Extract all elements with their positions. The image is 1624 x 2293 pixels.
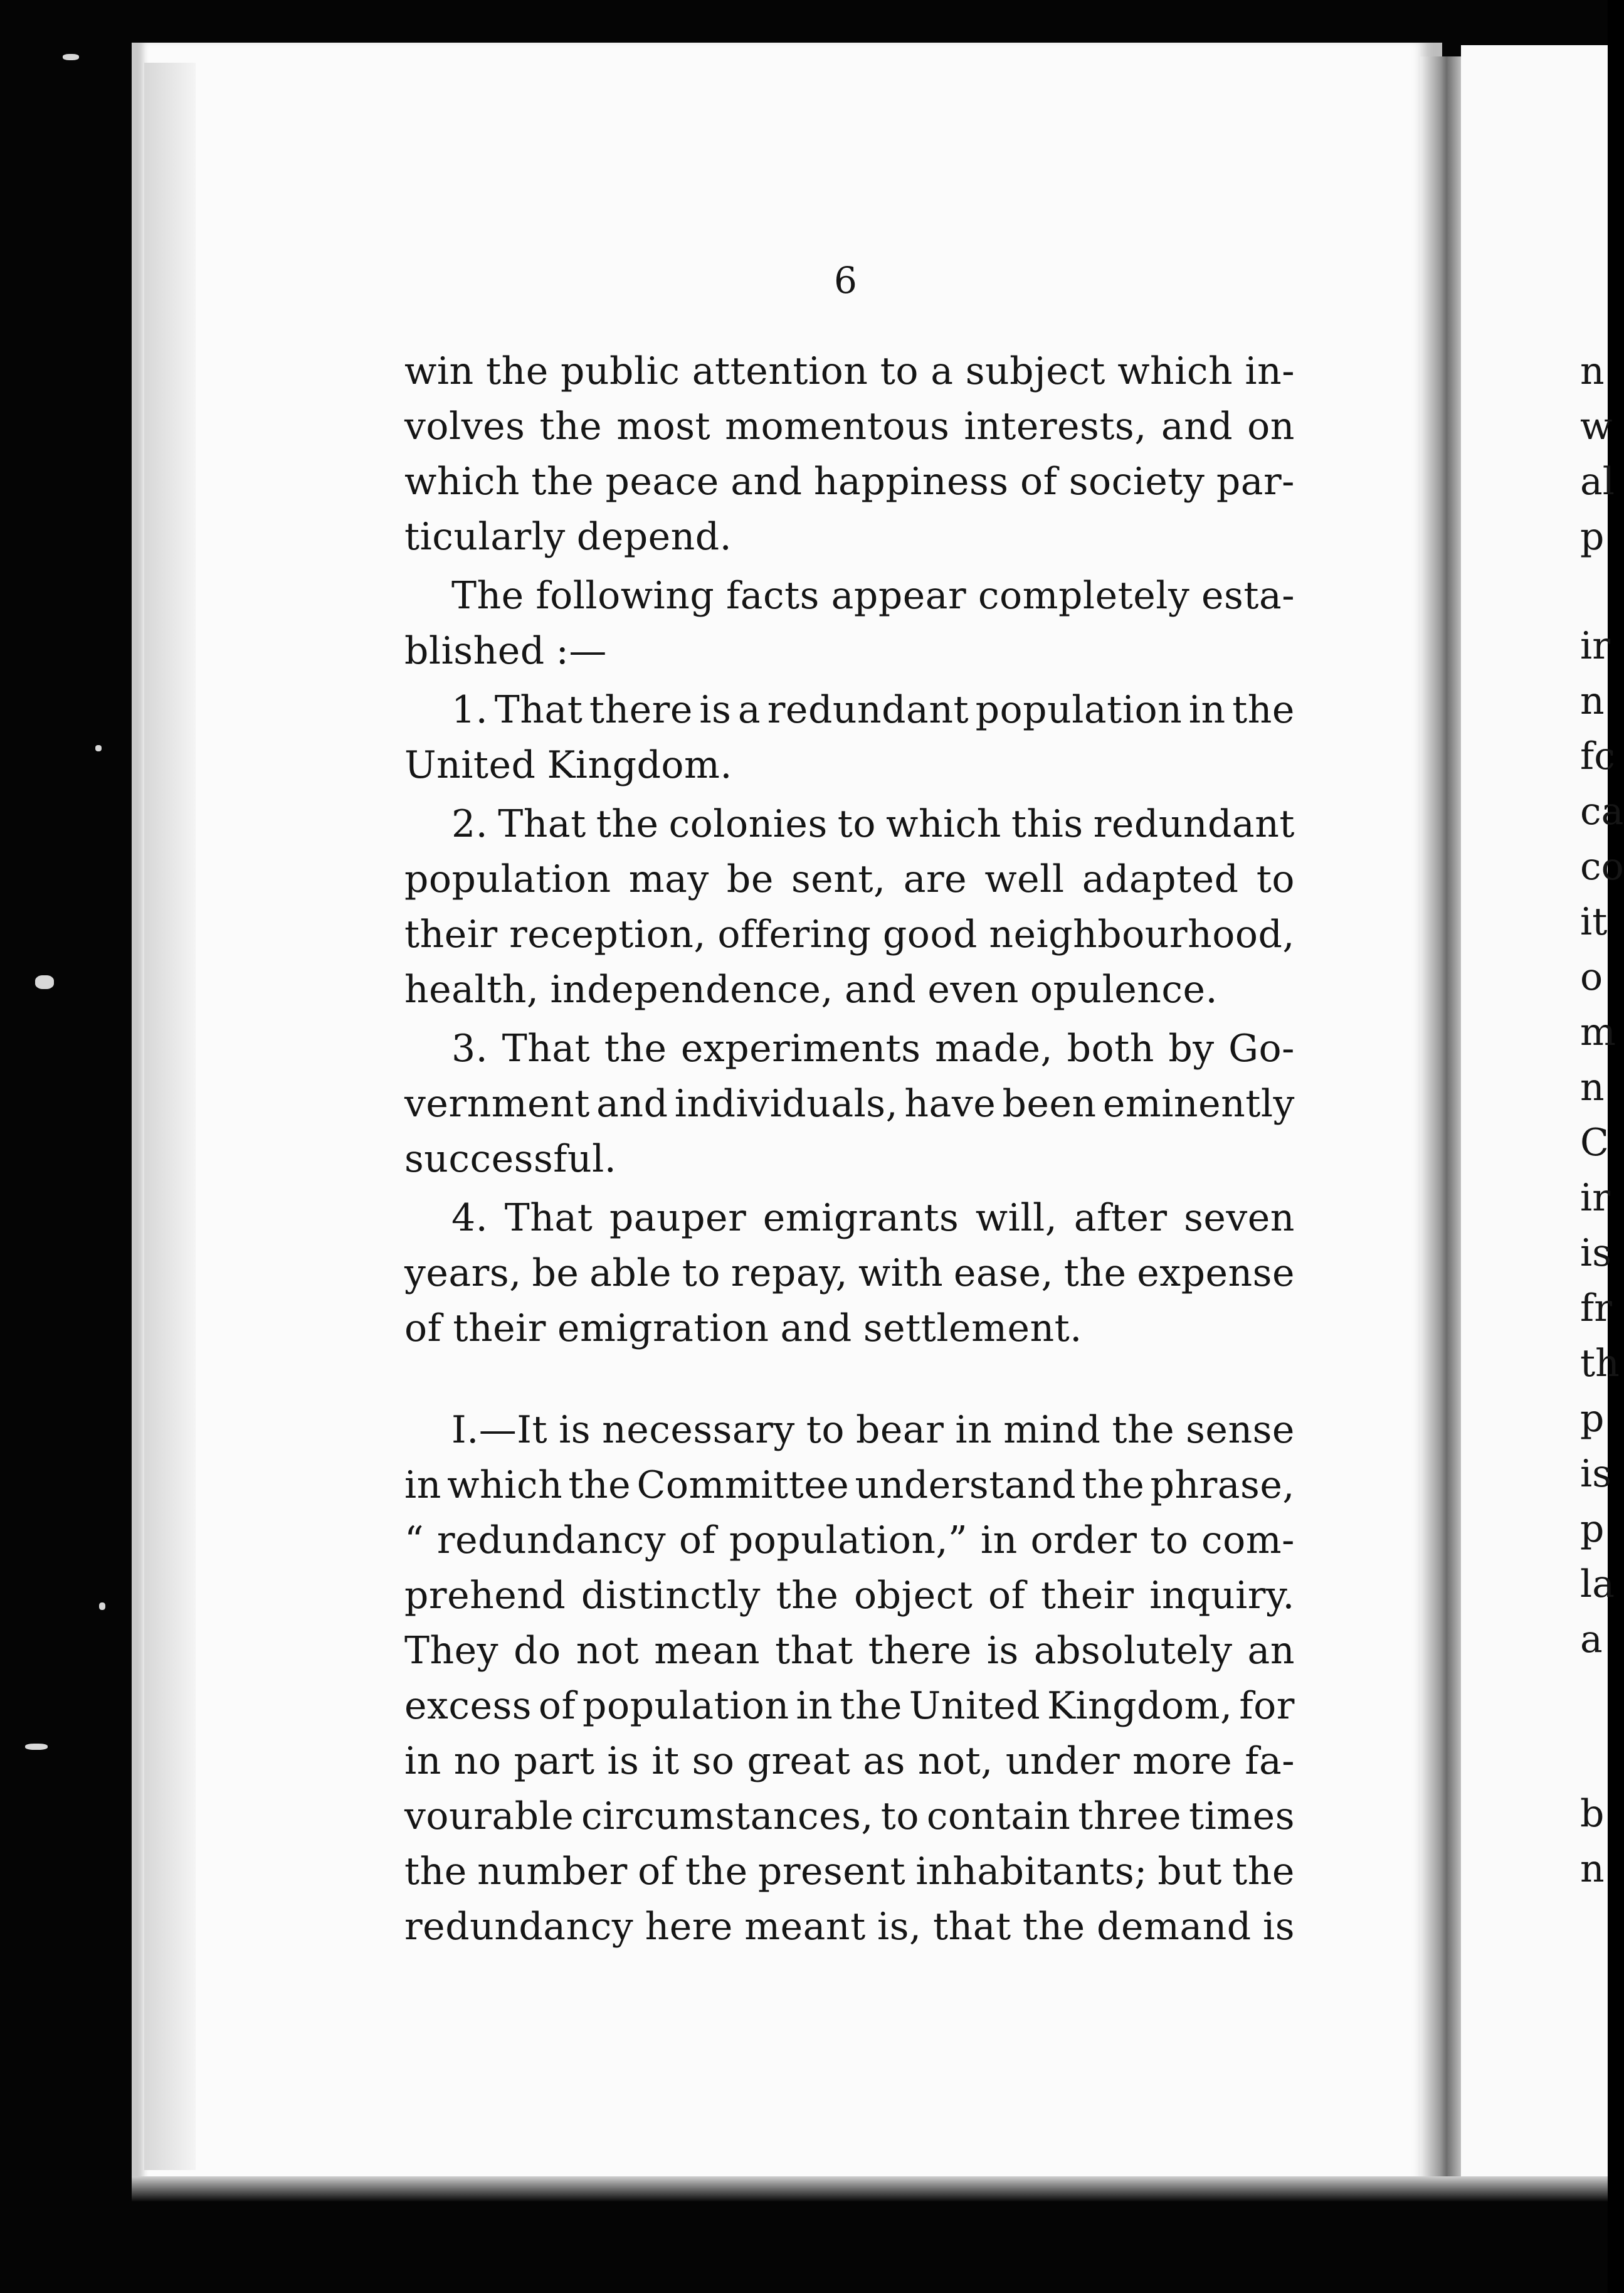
text-line: successful. [404, 1137, 617, 1181]
paragraph-gap [404, 1356, 1295, 1402]
text-line: which the peace and happiness of society par- [404, 460, 1295, 504]
scan-speck [25, 1744, 48, 1750]
body-text [404, 344, 1295, 1954]
right-page-fragment: m [1580, 1010, 1616, 1054]
page-bottom-shadow [132, 2176, 1608, 2201]
right-page-fragment: C [1580, 1121, 1609, 1165]
text-line: ticularly depend. [404, 515, 732, 559]
text-line: population may be sent, are well adapted to [404, 857, 1295, 901]
text-line: vernment and individuals, have been eminently [404, 1082, 1295, 1126]
text-line: prehend distinctly the object of their inquiry. [404, 1574, 1295, 1618]
book-gutter [1420, 56, 1464, 2201]
right-page-fragment: al [1580, 460, 1615, 504]
text-line: blished :— [404, 629, 607, 673]
scan-speck [99, 1602, 105, 1610]
right-page-fragment: p [1580, 1397, 1605, 1441]
right-page-fragment: w [1580, 405, 1613, 448]
right-page-fragment: it [1580, 900, 1608, 944]
right-page-fragment: o [1580, 955, 1603, 999]
right-page-fragment: b [1580, 1792, 1605, 1836]
text-line: “ redundancy of population,” in order to com- [404, 1518, 1295, 1562]
text-line: in no part is it so great as not, under more fa- [404, 1739, 1295, 1783]
text-line: the number of the present inhabitants; but the [404, 1850, 1295, 1893]
text-line: in which the Committee understand the phrase, [404, 1463, 1295, 1507]
right-page-fragment: a [1580, 1618, 1603, 1661]
right-page-fragment: co [1580, 845, 1624, 889]
right-page-fragment: fr [1580, 1286, 1612, 1330]
right-page-fragment: n [1580, 679, 1605, 723]
right-page-fragment: is [1580, 1231, 1611, 1275]
right-page-fragment: n [1580, 349, 1605, 393]
right-page-fragment: la [1580, 1562, 1615, 1606]
text-line: years, be able to repay, with ease, the expense [404, 1251, 1295, 1295]
right-page-fragments [1580, 344, 1624, 1897]
right-page-fragment: p [1580, 515, 1605, 559]
right-page-fragment: p [1580, 1507, 1605, 1551]
right-page-fragment: ir [1580, 1176, 1610, 1220]
right-page-fragment: ca [1580, 790, 1624, 834]
text-line: 2. That the colonies to which this redundant [451, 802, 1295, 846]
text-line: 4. That pauper emigrants will, after seven [451, 1196, 1295, 1240]
right-page-fragment: fc [1580, 734, 1615, 778]
scan-speck [63, 54, 79, 60]
text-line: They do not mean that there is absolutely an [404, 1629, 1295, 1673]
right-page-fragment: n [1580, 1066, 1605, 1109]
text-line: their reception, offering good neighbourhood, [404, 913, 1295, 956]
right-page-fragment: is [1580, 1452, 1611, 1496]
text-line: I.—It is necessary to bear in mind the sense [451, 1408, 1295, 1452]
text-line: United Kingdom. [404, 743, 732, 787]
right-page-fragment: th [1580, 1342, 1620, 1385]
text-line: vourable circumstances, to contain three times [404, 1794, 1295, 1838]
text-line: redundancy here meant is, that the demand is [404, 1905, 1295, 1949]
text-line: 3. That the experiments made, both by Go- [451, 1027, 1295, 1071]
left-page-edge [144, 63, 196, 2170]
right-page-fragment: n [1580, 1847, 1605, 1891]
fragment-gap [1580, 1667, 1618, 1786]
text-line: of their emigration and settlement. [404, 1306, 1082, 1350]
text-line: volves the most momentous interests, and on [404, 405, 1295, 448]
text-line: excess of population in the United Kingdom, for [404, 1684, 1295, 1728]
right-page-fragment: ir [1580, 624, 1610, 668]
text-line: health, independence, and even opulence. [404, 968, 1218, 1012]
text-line: The following facts appear completely esta- [451, 574, 1295, 618]
fragment-gap [1580, 564, 1618, 618]
page-number: 6 [834, 259, 857, 302]
text-line: 1. That there is a redundant population in the [451, 688, 1295, 732]
scan-speck [95, 745, 102, 751]
scan-speck [35, 975, 54, 989]
text-line: win the public attention to a subject which in- [404, 349, 1295, 393]
